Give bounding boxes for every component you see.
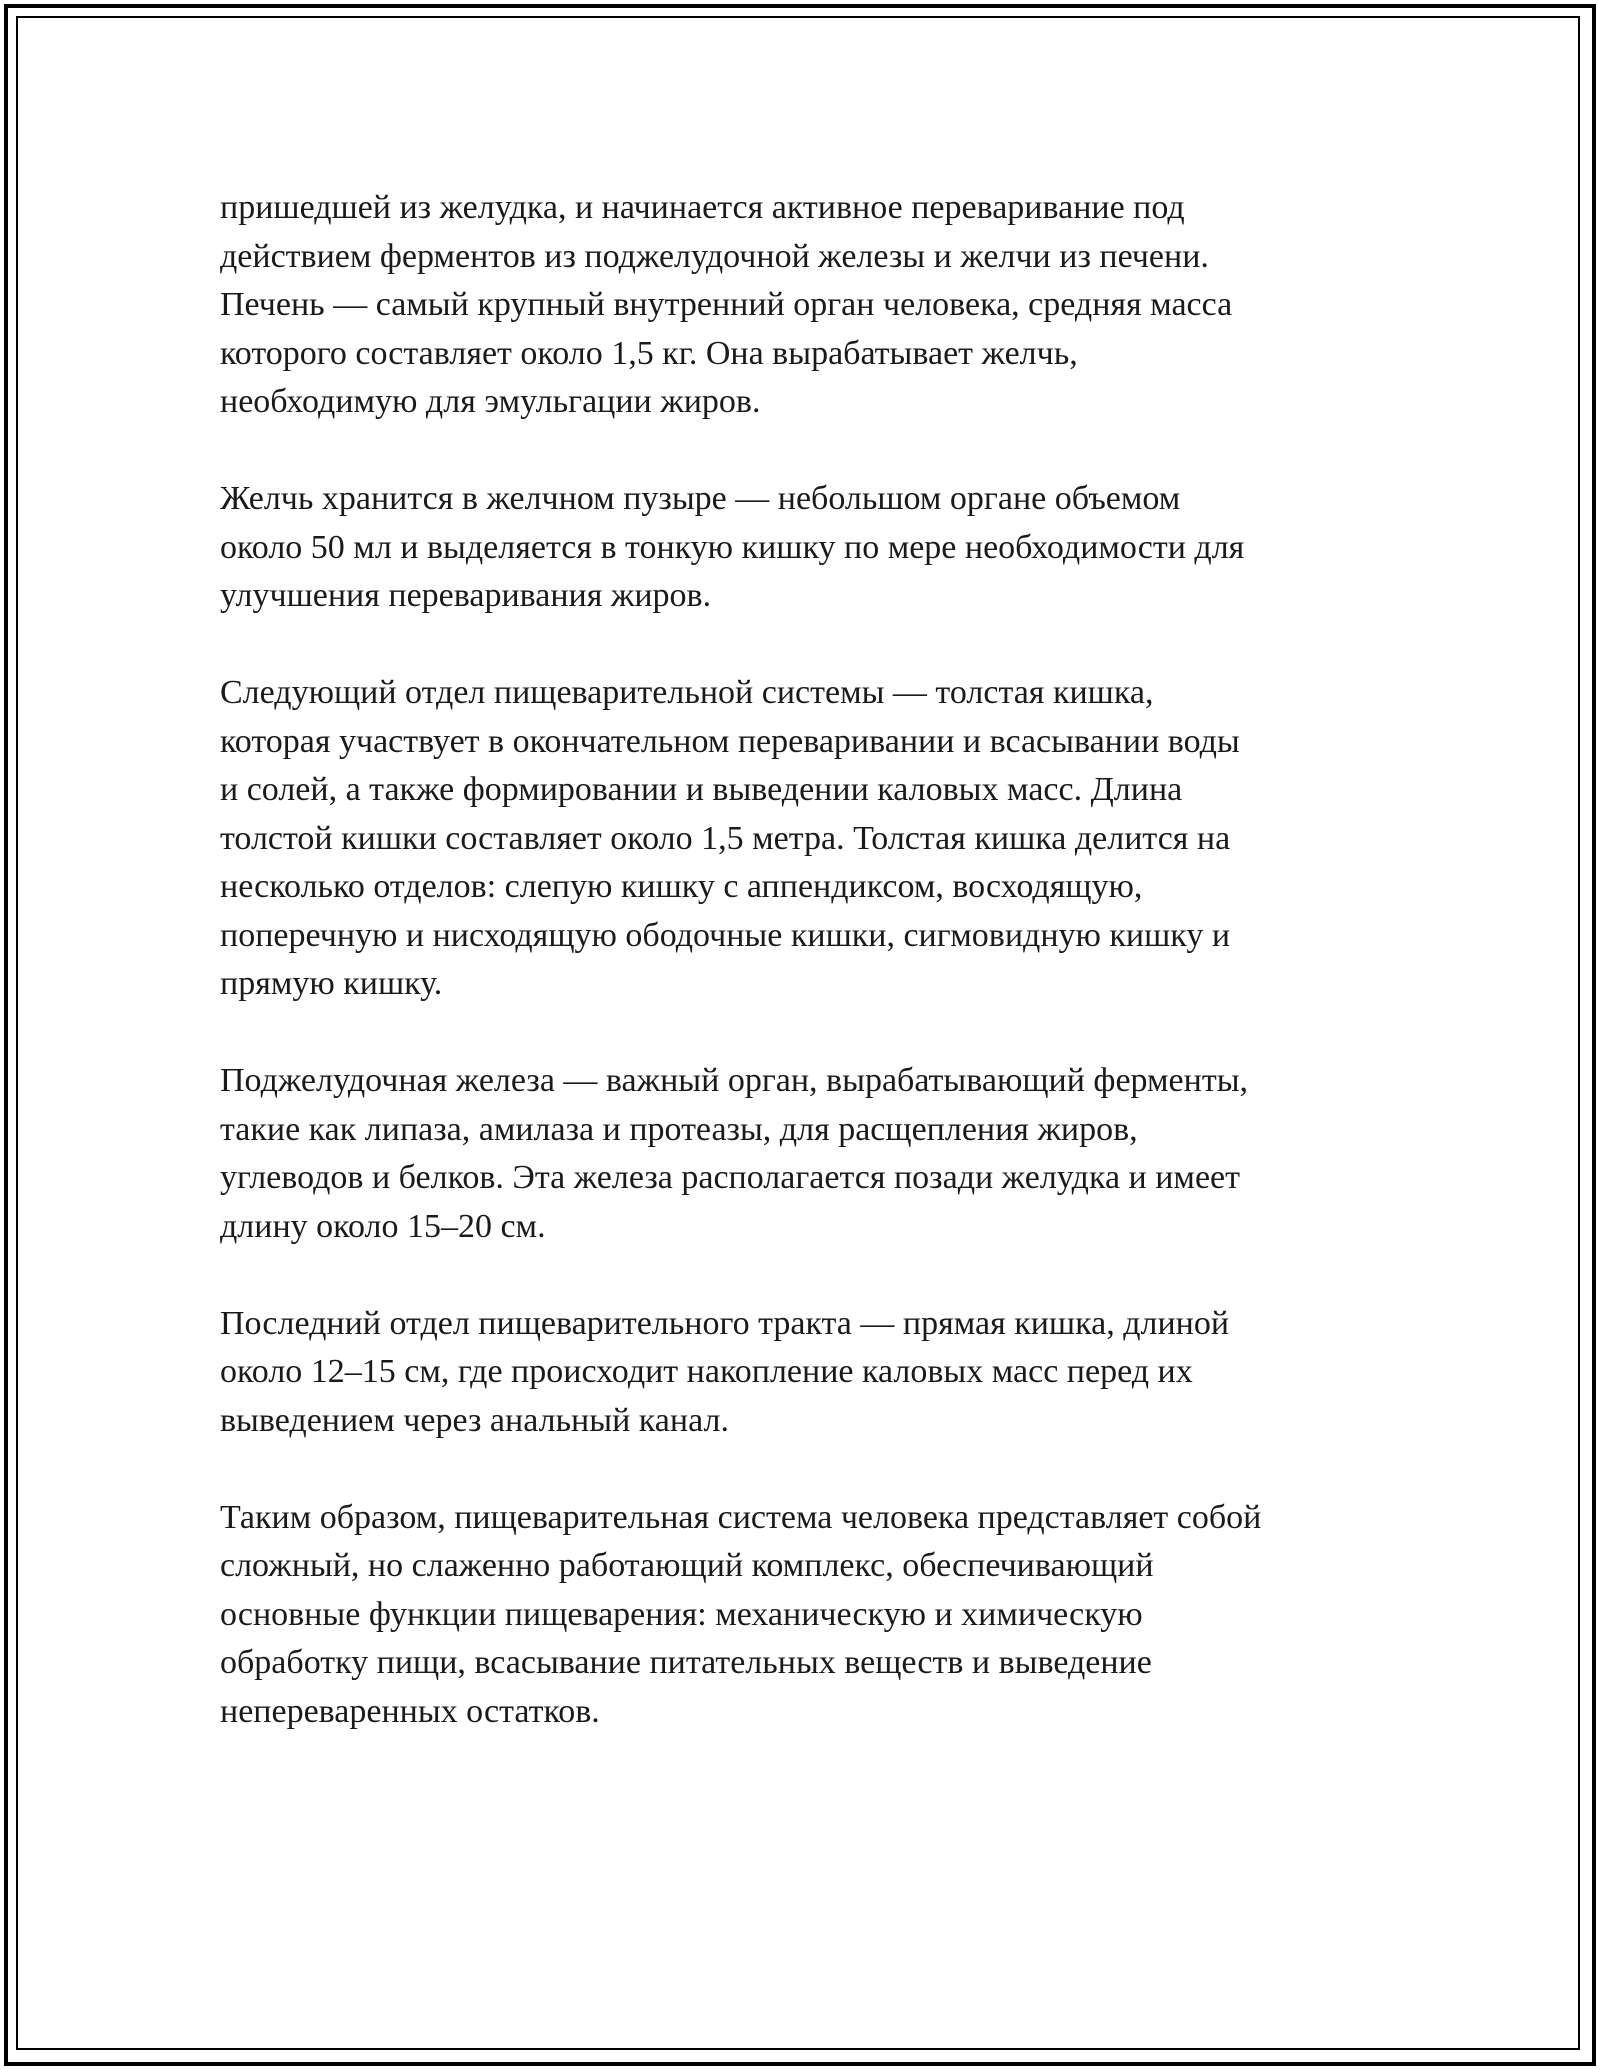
text-line: выведением через анальный канал. [220,1401,729,1439]
text-line: основные функции пищеварения: механическую и химическую [220,1595,1143,1633]
paragraph-rectum [220,1300,1380,1446]
text-line: сложный, но слаженно работающий комплекс, обеспечивающий [220,1547,1154,1584]
text-line: длину около 15–20 см. [220,1207,546,1245]
paragraph-conclusion [220,1494,1380,1737]
text-line: около 12–15 см, где происходит накопление каловых масс перед их [220,1353,1193,1390]
text-line: углеводов и белков. Эта железа располагается позади желудка и имеет [220,1159,1240,1196]
document-body [220,184,1380,1736]
text-line: Последний отдел пищеварительного тракта — прямая кишка, длиной [220,1304,1230,1342]
text-line: которая участвует в окончательном переваривании и всасывании воды [220,722,1240,760]
text-line: Печень — самый крупный внутренний орган человека, средняя масса [220,286,1233,323]
text-line: улучшения переваривания жиров. [220,577,712,614]
text-line: пришедшей из желудка, и начинается активное переваривание под [220,189,1185,226]
text-line: поперечную и нисходящую ободочные кишки, сигмовидную кишку и [220,916,1231,954]
text-line: Следующий отдел пищеварительной системы — толстая кишка, [220,674,1154,711]
text-line: непереваренных остатков. [220,1692,600,1730]
text-line: прямую кишку. [220,965,443,1002]
text-line: толстой кишки составляет около 1,5 метра. Толстая кишка делится на [220,819,1231,857]
text-line: Поджелудочная железа — важный орган, вырабатывающий ферменты, [220,1062,1249,1099]
paragraph-liver [220,184,1380,427]
paragraph-pancreas [220,1057,1380,1251]
paragraph-large-intestine [220,669,1380,1009]
text-line: около 50 мл и выделяется в тонкую кишку по мере необходимости для [220,528,1245,566]
text-line: Желчь хранится в желчном пузыре — небольшом органе объемом [220,480,1181,517]
text-line: действием ферментов из поджелудочной железы и желчи из печени. [220,237,1209,275]
text-line: обработку пищи, всасывание питательных веществ и выведение [220,1644,1152,1681]
text-line: необходимую для эмульгации жиров. [220,383,761,420]
text-line: которого составляет около 1,5 кг. Она вырабатывает желчь, [220,334,1078,372]
paragraph-gallbladder [220,475,1380,621]
text-line: несколько отделов: слепую кишку с аппендиксом, восходящую, [220,868,1143,905]
text-line: и солей, а также формировании и выведении каловых масс. Длина [220,771,1183,808]
text-line: такие как липаза, амилаза и протеазы, для расщепления жиров, [220,1110,1138,1148]
text-line: Таким образом, пищеварительная система человека представляет собой [220,1498,1262,1536]
